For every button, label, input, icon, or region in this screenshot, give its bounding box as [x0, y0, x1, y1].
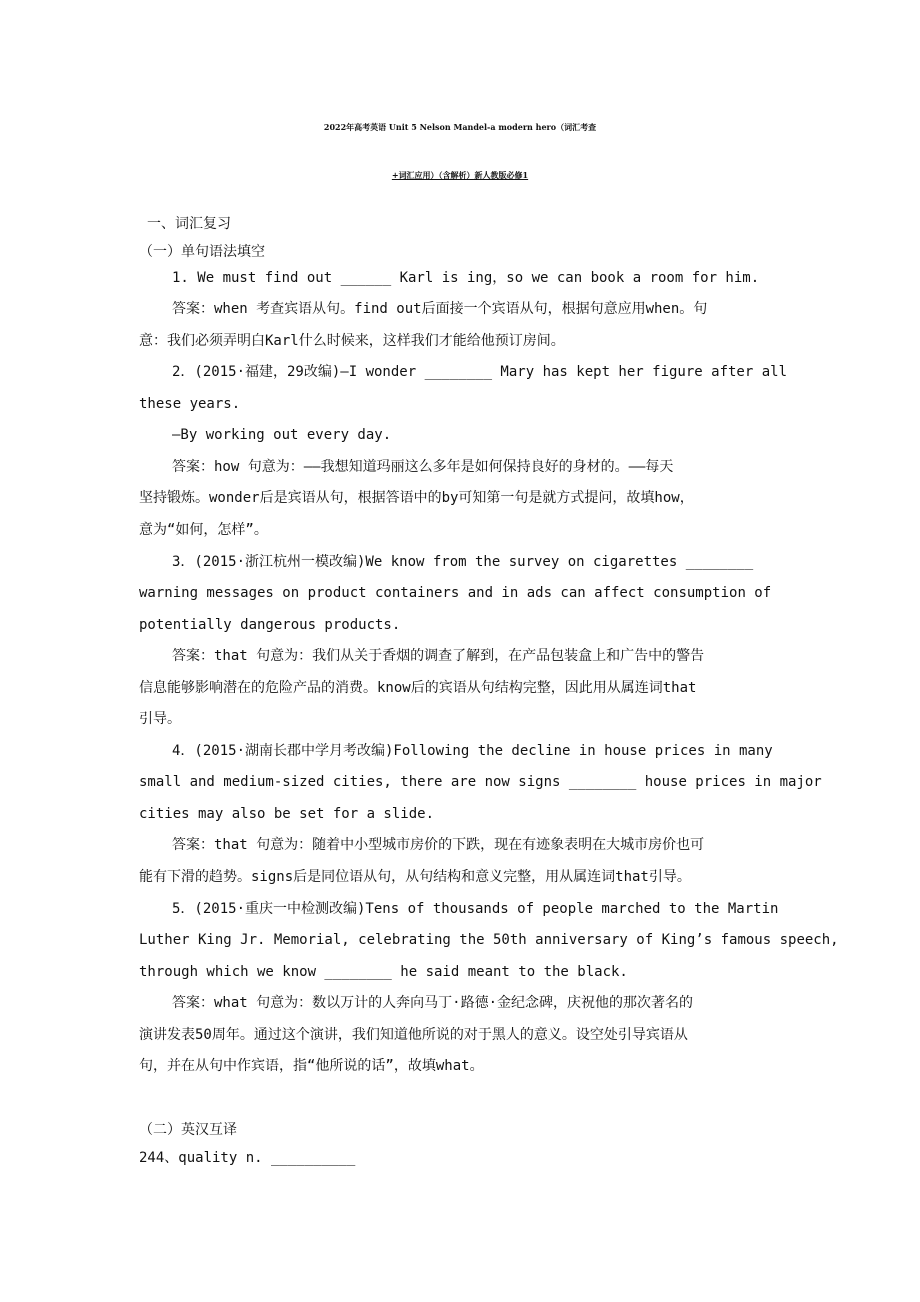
answer-5-line-2: 演讲发表50周年。通过这个演讲，我们知道他所说的对于黑人的意义。设空处引导宾语从 — [139, 1027, 688, 1043]
answer-1-line-2: 意：我们必须弄明白Karl什么时候来，这样我们才能给他预订房间。 — [139, 333, 565, 349]
subsection-heading-fill-blank: （一）单句语法填空 — [139, 244, 265, 260]
answer-2-line-3: 意为“如何，怎样”。 — [139, 522, 268, 538]
document-title-line-1: 2022年高考英语 Unit 5 Nelson Mandel-a modern hero（词汇考查 — [323, 122, 597, 132]
question-4-line-1: 4．(2015·湖南长郡中学月考改编)Following the decline in house prices in many — [172, 743, 773, 759]
answer-1-line-1: 答案：when 考查宾语从句。find out后面接一个宾语从句，根据句意应用when。句 — [172, 301, 708, 317]
question-4-line-3: cities may also be set for a slide. — [139, 806, 435, 822]
question-5-line-3: through which we know ________ he said meant to the black. — [139, 964, 628, 980]
question-3-line-1: 3．(2015·浙江杭州一模改编)We know from the survey on cigarettes ________ — [172, 554, 754, 570]
question-2-line-3: —By working out every day. — [172, 427, 392, 443]
question-2-line-1: 2．(2015·福建，29改编)—I wonder ________ Mary has kept her figure after all — [172, 364, 788, 380]
answer-2-line-2: 坚持锻炼。wonder后是宾语从句，根据答语中的by可知第一句是就方式提问，故填how， — [139, 490, 694, 506]
answer-5-line-3: 句，并在从句中作宾语，指“他所说的话”，故填what。 — [139, 1058, 484, 1074]
question-5-line-2: Luther King Jr. Memorial, celebrating the 50th anniversary of King’s famous speech, — [139, 932, 839, 948]
question-3-line-3: potentially dangerous products. — [139, 617, 401, 633]
answer-3-line-1: 答案：that 句意为：我们从关于香烟的调查了解到，在产品包装盒上和广告中的警告 — [172, 648, 705, 664]
question-4-line-2: small and medium-sized cities, there are now signs ________ house prices in major — [139, 774, 822, 790]
answer-3-line-3: 引导。 — [139, 711, 181, 727]
question-3-line-2: warning messages on product containers and in ads can affect consumption of — [139, 585, 772, 601]
answer-5-line-1: 答案：what 句意为：数以万计的人奔向马丁·路德·金纪念碑，庆祝他的那次著名的 — [172, 995, 693, 1011]
answer-4-line-2: 能有下滑的趋势。signs后是同位语从句，从句结构和意义完整，用从属连词that引导。 — [139, 869, 691, 885]
subsection-heading-translation: （二）英汉互译 — [139, 1122, 237, 1138]
question-1-line-1: 1. We must find out ______ Karl is ing，so we can book a room for him. — [172, 270, 760, 286]
question-2-line-2: these years. — [139, 396, 241, 412]
question-5-line-1: 5．(2015·重庆一中检测改编)Tens of thousands of people marched to the Martin — [172, 901, 779, 917]
answer-4-line-1: 答案：that 句意为：随着中小型城市房价的下跌，现在有迹象表明在大城市房价也可 — [172, 837, 705, 853]
section-heading-vocabulary: 一、词汇复习 — [147, 216, 231, 232]
document-title-line-2: +词汇应用）（含解析）新人教版必修1 — [391, 170, 529, 180]
answer-3-line-2: 信息能够影响潜在的危险产品的消费。know后的宾语从句结构完整，因此用从属连词that — [139, 680, 697, 696]
answer-2-line-1: 答案：how 句意为：——我想知道玛丽这么多年是如何保持良好的身材的。——每天 — [172, 459, 674, 475]
translation-item-quality: 244、quality n. __________ — [139, 1150, 356, 1166]
